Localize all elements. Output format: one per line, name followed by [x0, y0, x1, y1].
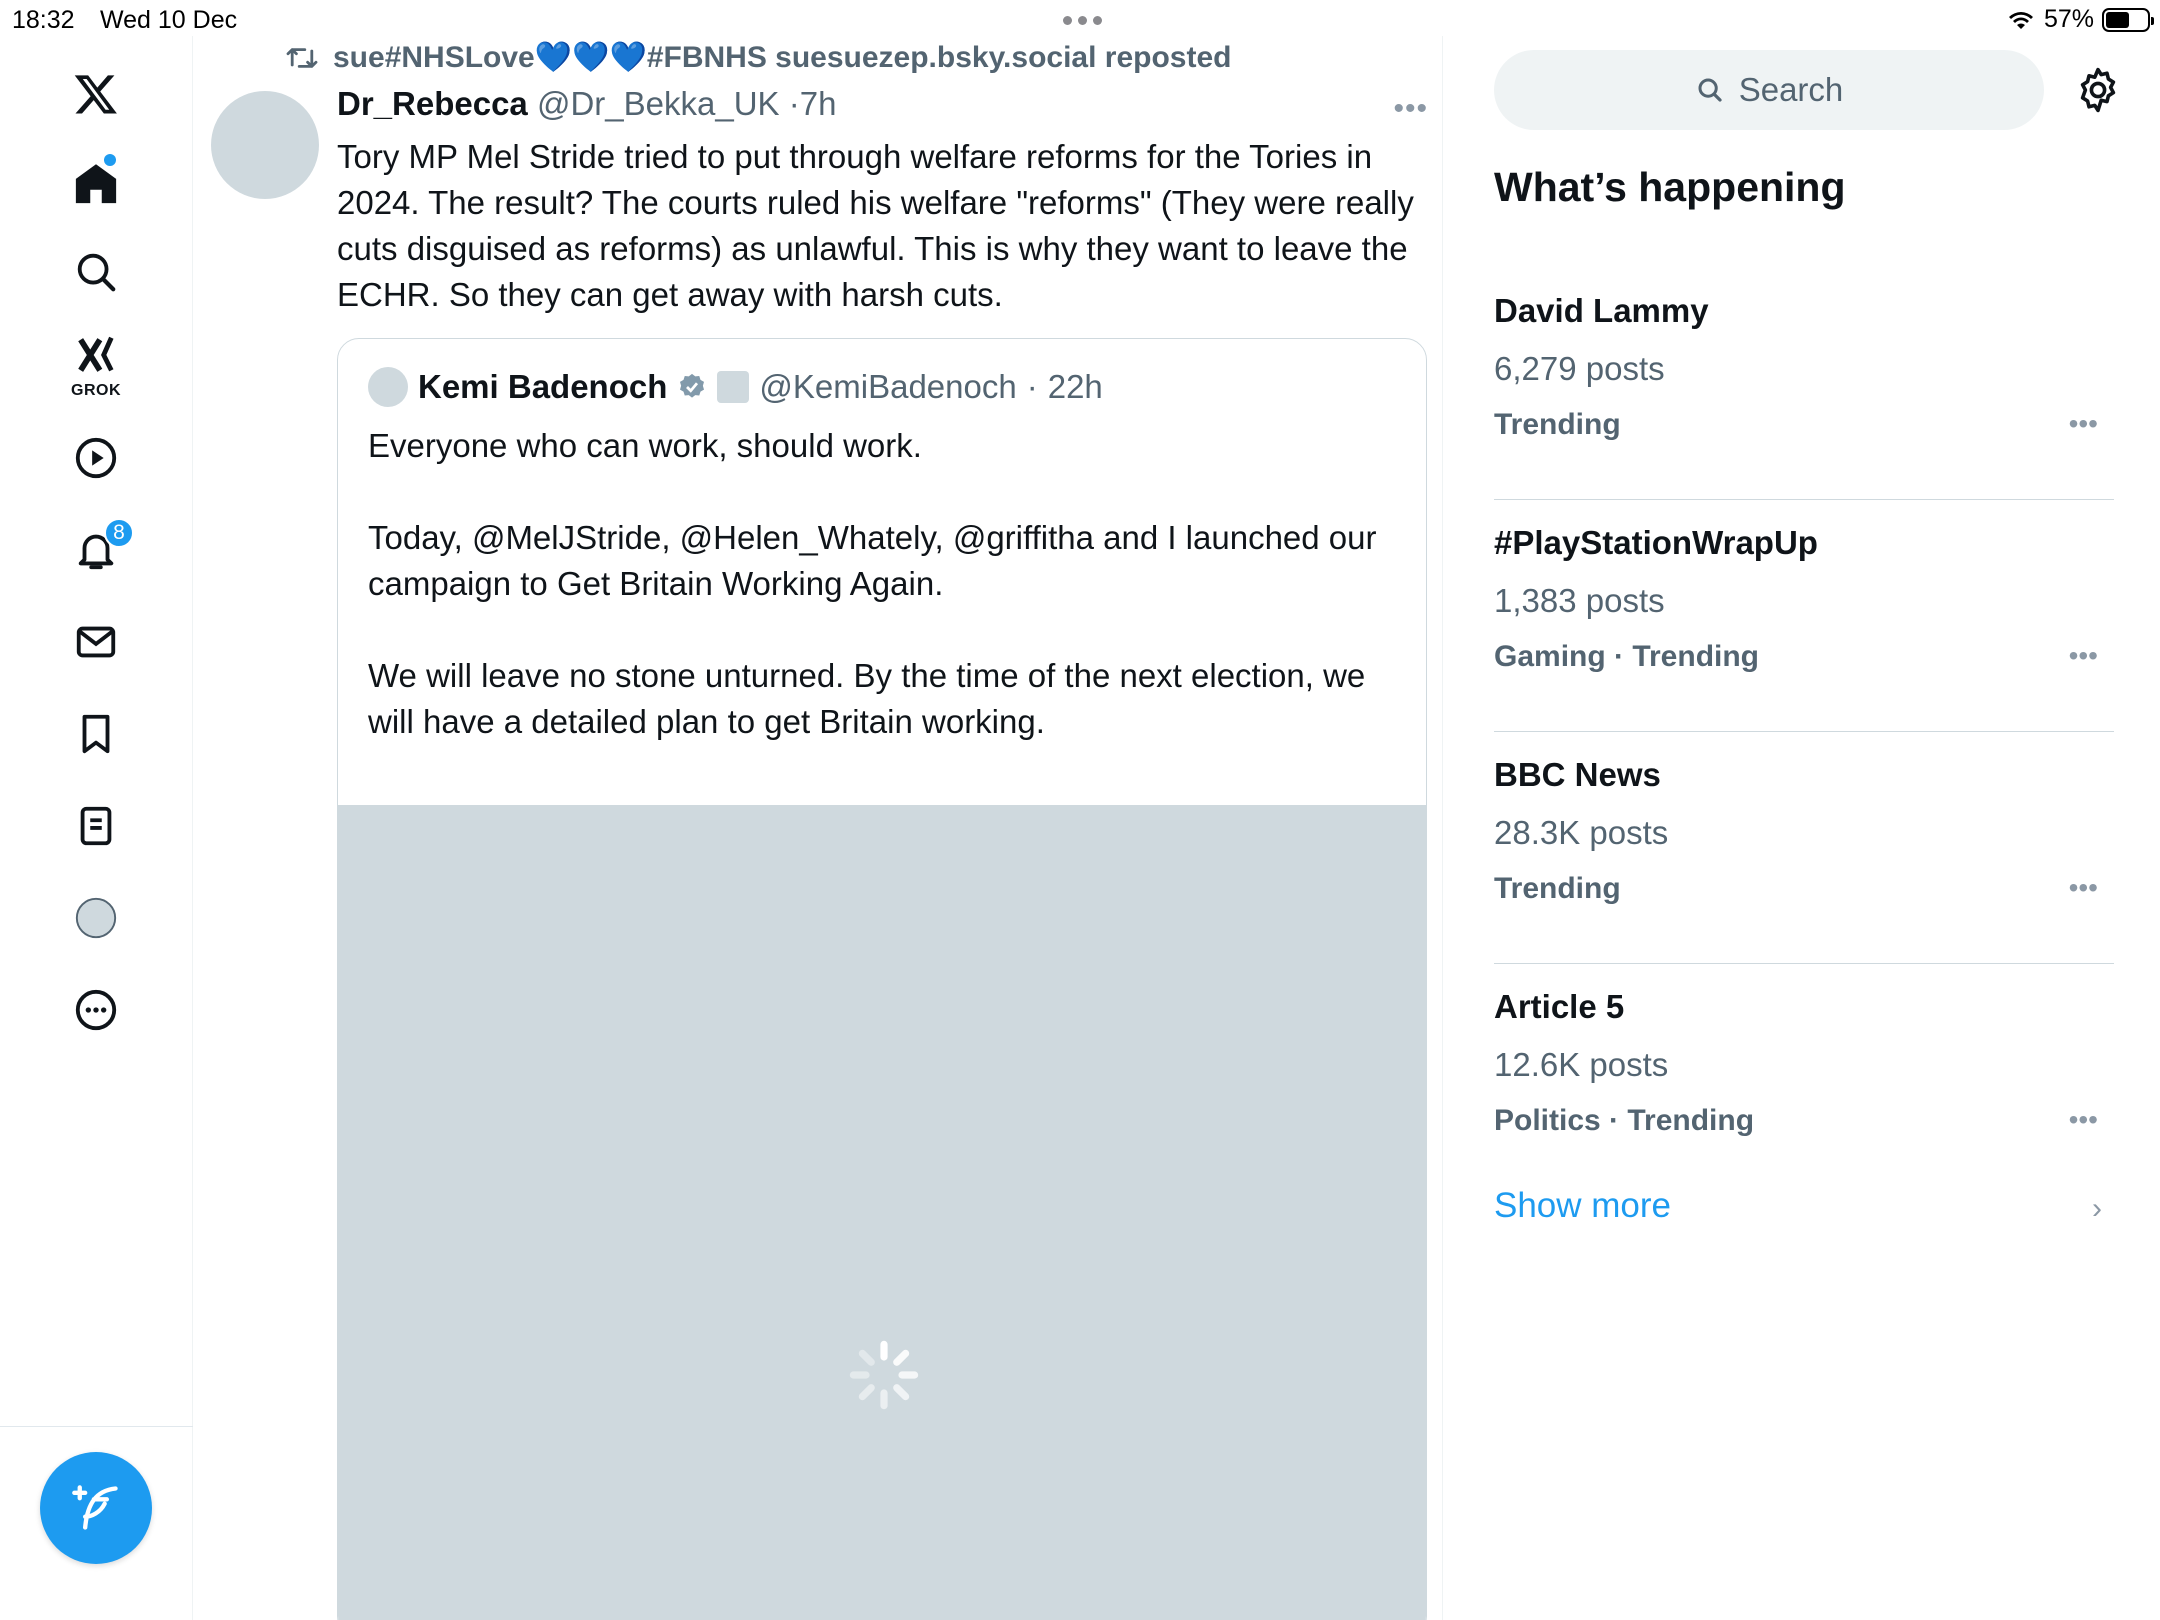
nav-divider	[0, 1426, 193, 1427]
chevron-right-icon[interactable]: ›	[2092, 1192, 2102, 1225]
quote-author-avatar	[368, 367, 408, 407]
tweet-author-handle[interactable]: @Dr_Bekka_UK	[536, 85, 780, 122]
quote-media[interactable]	[338, 805, 1427, 1620]
quote-header	[368, 367, 1103, 407]
video-icon[interactable]	[56, 418, 136, 498]
notifications-icon[interactable]	[56, 510, 136, 590]
section-title: What’s happening	[1494, 164, 1846, 210]
notifications-badge: 8	[104, 518, 134, 548]
repost-header[interactable]	[285, 40, 1231, 75]
home-unread-dot	[104, 154, 116, 166]
quote-paragraph: We will leave no stone unturned. By the time of the next election, we will have a detailed plan to get Britain working.	[368, 657, 1366, 740]
trend-item[interactable]	[1494, 964, 2114, 1196]
trend-count: 12.6K posts	[1494, 1046, 1669, 1083]
trend-count: 6,279 posts	[1494, 350, 1665, 387]
home-icon[interactable]	[56, 144, 136, 224]
grok-label: GROK	[71, 382, 121, 399]
status-time: 18:32	[12, 6, 75, 34]
trend-more-button[interactable]: •••	[2068, 1104, 2098, 1135]
profile-avatar[interactable]	[56, 878, 136, 958]
trend-title: #PlayStationWrapUp	[1494, 524, 1818, 561]
tweet-header	[337, 85, 836, 123]
quote-paragraph: Today, @MelJStride, @Helen_Whately, @griffitha and I launched our campaign to Get Britain Working Again.	[368, 519, 1377, 602]
more-icon[interactable]	[56, 970, 136, 1050]
status-date: Wed 10 Dec	[100, 6, 238, 34]
quote-time: 22h	[1047, 368, 1103, 405]
repost-suffix: #FBNHS suesuezep.bsky.social reposted	[646, 41, 1232, 74]
battery-icon	[2102, 8, 2150, 32]
lists-icon[interactable]	[56, 786, 136, 866]
wifi-icon	[2006, 8, 2036, 32]
trend-title: Article 5	[1494, 988, 1625, 1025]
tweet-author-avatar[interactable]	[211, 91, 319, 199]
trend-more-button[interactable]: •••	[2068, 408, 2098, 439]
quote-author-handle: @KemiBadenoch	[759, 368, 1017, 405]
trend-count: 1,383 posts	[1494, 582, 1665, 619]
search-icon	[1695, 75, 1725, 105]
tweet-author-name[interactable]: Dr_Rebecca	[337, 85, 528, 122]
verified-badge-icon	[677, 372, 707, 402]
left-nav	[0, 36, 193, 1620]
trend-more-button[interactable]: •••	[2068, 872, 2098, 903]
trend-count: 28.3K posts	[1494, 814, 1669, 851]
repost-icon	[285, 44, 319, 72]
tweet-more-button[interactable]: •••	[1393, 92, 1428, 125]
repost-hearts: 💙💙💙	[534, 41, 647, 74]
trend-item[interactable]	[1494, 268, 2114, 500]
trend-more-button[interactable]: •••	[2068, 640, 2098, 671]
search-icon[interactable]	[56, 232, 136, 312]
tweet-dot: ·	[788, 85, 800, 122]
trend-item[interactable]	[1494, 500, 2114, 732]
main-timeline	[193, 36, 1443, 1620]
quote-tweet[interactable]	[337, 338, 1427, 1620]
settings-gear-icon[interactable]	[2074, 66, 2122, 114]
trend-title: BBC News	[1494, 756, 1661, 793]
trend-category: Politics · Trending	[1494, 1104, 1755, 1137]
messages-icon[interactable]	[56, 602, 136, 682]
battery-percent: 57%	[2043, 5, 2094, 33]
trend-item[interactable]	[1494, 732, 2114, 964]
compose-icon	[70, 1482, 122, 1534]
search-placeholder: Search	[1738, 71, 1844, 108]
compose-button[interactable]	[40, 1452, 152, 1564]
trend-category: Gaming · Trending	[1494, 640, 1760, 673]
affiliate-badge-icon	[717, 371, 749, 403]
quote-author-name: Kemi Badenoch	[418, 368, 668, 405]
trend-title: David Lammy	[1494, 292, 1709, 329]
bookmarks-icon[interactable]	[56, 694, 136, 774]
quote-paragraph: Everyone who can work, should work.	[368, 427, 922, 464]
tweet-time[interactable]: 7h	[799, 85, 837, 122]
search-input[interactable]	[1494, 50, 2044, 130]
trend-category: Trending	[1494, 408, 1621, 441]
trend-category: Trending	[1494, 872, 1621, 905]
right-sidebar	[1444, 36, 2160, 1620]
quote-dot: ·	[1026, 368, 1038, 405]
loading-spinner-icon	[848, 1339, 920, 1411]
quote-text	[368, 423, 1388, 745]
grok-icon[interactable]	[56, 324, 136, 404]
tweet-text: Tory MP Mel Stride tried to put through welfare reforms for the Tories in 2024. The result? The courts ruled his welfare "reforms" (They were really cuts disguised as reforms) as unlawful. This is why they want to leave the ECHR. So they can get away with harsh cuts.	[337, 138, 1414, 313]
multitasking-grip[interactable]	[1063, 16, 1105, 24]
show-more-link[interactable]: Show more	[1494, 1186, 1672, 1225]
status-bar	[0, 0, 2160, 36]
repost-user-name: sue#NHSLove	[333, 41, 535, 74]
x-logo-icon[interactable]	[56, 54, 136, 134]
